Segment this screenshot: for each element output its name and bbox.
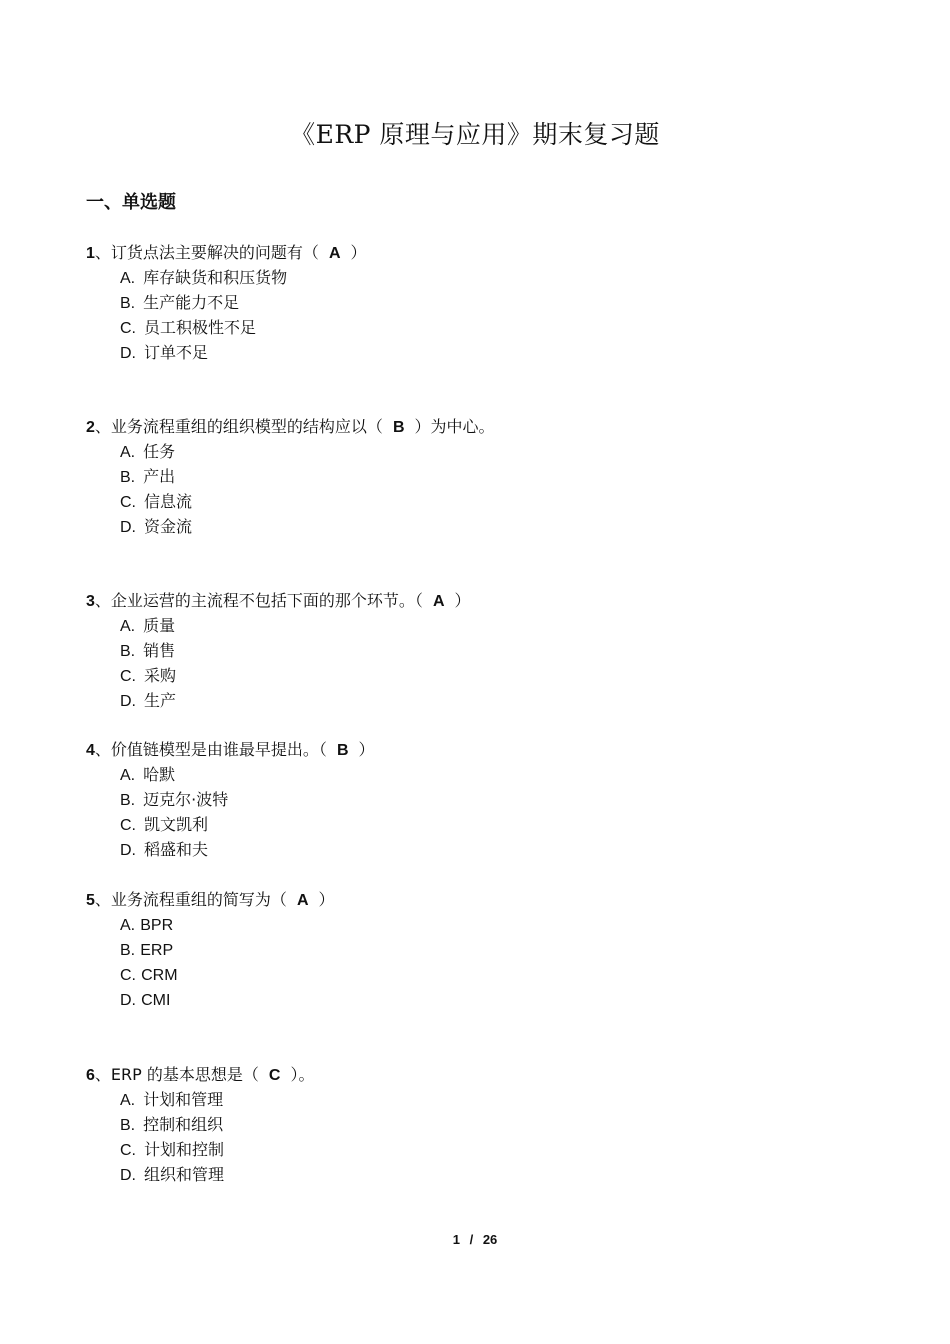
question-5	[86, 887, 335, 1012]
option-item	[120, 638, 471, 663]
option-item	[120, 1137, 314, 1162]
option-letter: D.	[120, 1167, 136, 1184]
option-text: 生产	[144, 691, 177, 710]
question-text-end: ）。	[290, 1065, 315, 1084]
option-item	[120, 315, 367, 340]
question-number: 1	[86, 245, 95, 262]
option-item	[120, 962, 335, 987]
option-item	[120, 265, 367, 290]
answer-key: C	[268, 1067, 281, 1084]
question-text: 价值链模型是由谁最早提出。（	[110, 740, 327, 759]
option-list	[120, 912, 335, 1012]
question-3	[86, 588, 471, 713]
question-separator: 、	[94, 740, 111, 759]
question-stem	[86, 737, 375, 762]
question-1	[86, 240, 367, 365]
question-stem	[86, 588, 471, 613]
option-letter: C.	[120, 817, 136, 834]
answer-key: A	[432, 593, 445, 610]
option-letter: D.	[120, 345, 136, 362]
option-letter: B.	[120, 1117, 136, 1134]
question-separator: 、	[94, 591, 111, 610]
option-item	[120, 762, 375, 787]
option-text: ERP	[140, 942, 174, 959]
page-separator: /	[469, 1232, 474, 1247]
option-letter: A.	[120, 767, 136, 784]
page-current: 1	[452, 1232, 460, 1247]
option-letter: A.	[120, 618, 136, 635]
option-letter: A.	[120, 1092, 136, 1109]
question-6	[86, 1062, 314, 1187]
option-text: 计划和控制	[144, 1140, 225, 1159]
option-list	[120, 1087, 314, 1187]
option-item	[120, 514, 495, 539]
option-letter: B.	[120, 469, 136, 486]
option-text: 哈默	[143, 765, 176, 784]
option-letter: D.	[120, 992, 136, 1009]
question-text-end: ）	[358, 740, 375, 759]
question-text-end: ）为中心。	[414, 417, 495, 436]
option-letter: C.	[120, 1142, 136, 1159]
question-text: 订货点法主要解决的问题有（	[110, 243, 319, 262]
option-letter: C.	[120, 967, 136, 984]
option-item	[120, 837, 375, 862]
question-text: 业务流程重组的组织模型的结构应以（	[110, 417, 383, 436]
option-text: CRM	[141, 967, 178, 984]
answer-key: A	[296, 892, 309, 909]
option-item	[120, 787, 375, 812]
option-item	[120, 613, 471, 638]
question-text: 业务流程重组的简写为（	[110, 890, 287, 909]
question-text: ERP 的基本思想是（	[110, 1065, 259, 1084]
option-item	[120, 663, 471, 688]
option-letter: A.	[120, 917, 136, 934]
option-item	[120, 489, 495, 514]
question-number: 2	[86, 419, 95, 436]
option-letter: B.	[120, 942, 136, 959]
question-separator: 、	[94, 1065, 111, 1084]
question-number: 5	[86, 892, 95, 909]
question-stem	[86, 1062, 314, 1087]
option-text: 稻盛和夫	[144, 840, 209, 859]
option-item	[120, 464, 495, 489]
option-text: 控制和组织	[143, 1115, 224, 1134]
question-number: 4	[86, 742, 95, 759]
option-text: 生产能力不足	[143, 293, 240, 312]
option-text: 资金流	[144, 517, 193, 536]
option-text: 凯文凯利	[144, 815, 209, 834]
option-letter: C.	[120, 320, 136, 337]
option-list	[120, 439, 495, 539]
option-text: CMI	[141, 992, 171, 1009]
option-text: 信息流	[144, 492, 193, 511]
option-list	[120, 613, 471, 713]
question-stem	[86, 414, 495, 439]
option-item	[120, 812, 375, 837]
option-text: 订单不足	[144, 343, 209, 362]
document-title: 《ERP 原理与应用》期末复习题	[290, 120, 660, 149]
question-text-end: ）	[318, 890, 335, 909]
option-item	[120, 987, 335, 1012]
question-number: 3	[86, 593, 95, 610]
option-list	[120, 762, 375, 862]
option-item	[120, 937, 335, 962]
question-number: 6	[86, 1067, 95, 1084]
question-separator: 、	[94, 890, 111, 909]
question-text-end: ）	[454, 591, 471, 610]
option-text: 任务	[143, 442, 176, 461]
option-text: 计划和管理	[143, 1090, 224, 1109]
option-item	[120, 290, 367, 315]
question-4	[86, 737, 375, 862]
answer-key: B	[392, 419, 405, 436]
option-item	[120, 439, 495, 464]
option-item	[120, 340, 367, 365]
option-text: 质量	[143, 616, 176, 635]
option-letter: C.	[120, 668, 136, 685]
option-text: 采购	[144, 666, 177, 685]
option-letter: D.	[120, 693, 136, 710]
question-stem	[86, 240, 367, 265]
option-item	[120, 1112, 314, 1137]
option-letter: D.	[120, 842, 136, 859]
option-letter: C.	[120, 494, 136, 511]
option-text: 组织和管理	[144, 1165, 225, 1184]
option-text: 员工积极性不足	[144, 318, 257, 337]
option-letter: B.	[120, 643, 136, 660]
question-text-end: ）	[350, 243, 367, 262]
answer-key: A	[328, 245, 341, 262]
option-item	[120, 1087, 314, 1112]
option-list	[120, 265, 367, 365]
question-separator: 、	[94, 243, 111, 262]
question-2	[86, 414, 495, 539]
option-text: 销售	[143, 641, 176, 660]
option-text: BPR	[140, 917, 174, 934]
option-letter: B.	[120, 792, 136, 809]
option-item	[120, 1162, 314, 1187]
option-item	[120, 912, 335, 937]
question-text: 企业运营的主流程不包括下面的那个环节。（	[110, 591, 423, 610]
section-heading: 一、单选题	[86, 192, 176, 213]
question-stem	[86, 887, 335, 912]
page-total: 26	[482, 1232, 498, 1247]
option-text: 产出	[143, 467, 176, 486]
option-item	[120, 688, 471, 713]
option-letter: B.	[120, 295, 136, 312]
option-letter: D.	[120, 519, 136, 536]
option-text: 迈克尔·波特	[143, 790, 229, 809]
answer-key: B	[336, 742, 349, 759]
option-letter: A.	[120, 270, 136, 287]
option-letter: A.	[120, 444, 136, 461]
question-separator: 、	[94, 417, 111, 436]
option-text: 库存缺货和积压货物	[143, 268, 288, 287]
page-number	[0, 1232, 950, 1247]
